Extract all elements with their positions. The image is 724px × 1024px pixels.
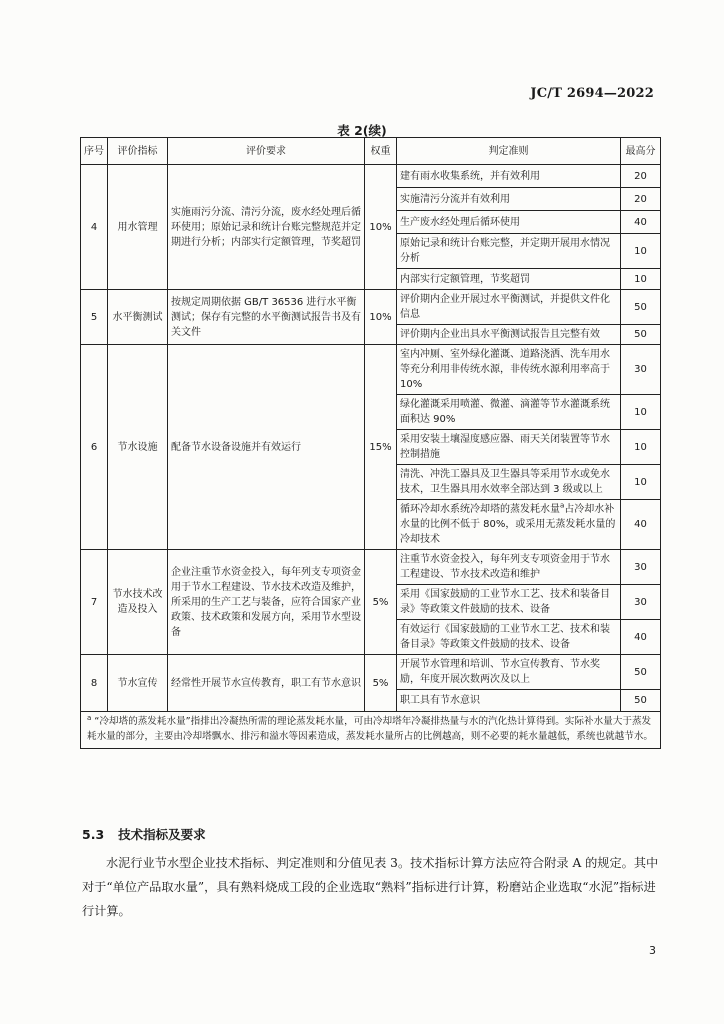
indicator-cell: 用水管理	[108, 165, 168, 290]
score-cell: 30	[621, 585, 661, 620]
table-row	[81, 655, 661, 690]
table-header-row	[81, 138, 661, 165]
footnote-marker: a	[87, 713, 92, 722]
score-cell: 10	[621, 234, 661, 269]
criterion-cell: 生产废水经处理后循环使用	[397, 211, 621, 234]
column-header: 权重	[365, 138, 397, 165]
weight-cell: 5%	[365, 655, 397, 712]
row-number: 8	[81, 655, 108, 712]
criterion-cell	[397, 500, 621, 550]
criterion-cell: 评价期内企业开展过水平衡测试，并提供文件化信息	[397, 290, 621, 325]
criterion-cell: 采用《国家鼓励的工业节水工艺、技术和装备目录》等政策文件鼓励的技术、设备	[397, 585, 621, 620]
requirement-cell: 实施雨污分流、清污分流，废水经处理后循环使用；原始记录和统计台账完整规范并定期进行分析；内部实行定额管理，节奖超罚	[168, 165, 365, 290]
criterion-cell: 内部实行定额管理，节奖超罚	[397, 269, 621, 290]
weight-cell: 15%	[365, 345, 397, 550]
requirement-cell: 企业注重节水资金投入，每年列支专项资金用于节水工程建设、节水技术改造及维护，所采用的生产工艺与装备，应符合国家产业政策、技术政策和发展方向，采用节水型设备	[168, 550, 365, 655]
score-cell: 40	[621, 620, 661, 655]
column-header: 评价指标	[108, 138, 168, 165]
table-row	[81, 290, 661, 325]
footnote-text: “冷却塔的蒸发耗水量”指排出冷凝热所需的理论蒸发耗水量，可由冷却塔年冷凝排热量与水的汽化热计算得到。实际补水量大于蒸发耗水量的部分，主要由冷却塔飘水、排污和溢水等因素造成，蒸发耗水量所占的比例越高，则不必要的耗水量越低，系统也就越节水。	[87, 716, 654, 742]
score-cell: 40	[621, 500, 661, 550]
criterion-cell: 实施清污分流并有效利用	[397, 188, 621, 211]
requirement-cell: 配备节水设备设施并有效运行	[168, 345, 365, 550]
score-cell: 20	[621, 188, 661, 211]
score-cell: 10	[621, 430, 661, 465]
table-row	[81, 345, 661, 395]
weight-cell: 10%	[365, 165, 397, 290]
score-cell: 50	[621, 690, 661, 712]
section-number: 5.3	[82, 827, 105, 842]
score-cell: 50	[621, 655, 661, 690]
table-row	[81, 550, 661, 585]
indicator-cell: 节水技术改造及投入	[108, 550, 168, 655]
row-number: 4	[81, 165, 108, 290]
requirement-cell: 按规定周期依据 GB/T 36536 进行水平衡测试；保存有完整的水平衡测试报告书及有关文件	[168, 290, 365, 345]
score-cell: 10	[621, 269, 661, 290]
indicator-cell: 水平衡测试	[108, 290, 168, 345]
score-cell: 10	[621, 465, 661, 500]
footnote-marker: a	[560, 501, 565, 510]
criterion-cell: 室内冲厕、室外绿化灌溉、道路浇洒、洗车用水等充分利用非传统水源，非传统水源利用率高于10%	[397, 345, 621, 395]
evaluation-table-container	[80, 137, 660, 749]
row-number: 6	[81, 345, 108, 550]
score-cell: 40	[621, 211, 661, 234]
score-cell: 30	[621, 550, 661, 585]
criterion-cell: 注重节水资金投入，每年列支专项资金用于节水工程建设、节水技术改造和维护	[397, 550, 621, 585]
table-title: 表 2(续)	[337, 123, 387, 138]
footnote-row	[81, 712, 661, 749]
criterion-cell: 原始记录和统计台账完整，并定期开展用水情况分析	[397, 234, 621, 269]
criterion-cell: 采用安装土壤湿度感应器、雨天关闭装置等节水控制措施	[397, 430, 621, 465]
score-cell: 50	[621, 290, 661, 325]
score-cell: 50	[621, 325, 661, 345]
score-cell: 10	[621, 395, 661, 430]
evaluation-table	[80, 137, 661, 749]
score-cell: 30	[621, 345, 661, 395]
criterion-cell: 绿化灌溉采用喷灌、微灌、滴灌等节水灌溉系统面积达 90%	[397, 395, 621, 430]
score-cell: 20	[621, 165, 661, 188]
criterion-cell: 建有雨水收集系统，并有效利用	[397, 165, 621, 188]
table-footnote	[81, 712, 661, 749]
weight-cell: 10%	[365, 290, 397, 345]
table-row	[81, 165, 661, 188]
criterion-cell: 职工具有节水意识	[397, 690, 621, 712]
standard-code: JC/T 2694—2022	[530, 86, 654, 101]
requirement-cell: 经常性开展节水宣传教育，职工有节水意识	[168, 655, 365, 712]
section-heading	[82, 825, 220, 843]
column-header: 评价要求	[168, 138, 365, 165]
criterion-cell: 开展节水管理和培训、节水宣传教育、节水奖励，年度开展次数两次及以上	[397, 655, 621, 690]
criterion-text: 占冷却水补水量的比例不低于 80%，或采用无蒸发耗水量的冷却技术	[400, 504, 616, 545]
row-number: 7	[81, 550, 108, 655]
page-number: 3	[649, 944, 656, 957]
row-number: 5	[81, 290, 108, 345]
section-paragraph: 水泥行业节水型企业技术指标、判定准则和分值见表 3。技术指标计算方法应符合附录 A 的规定。其中对于“单位产品取水量”，具有熟料烧成工段的企业选取“熟料”指标进行计算，粉磨站企业选取“水泥”指标进行计算。	[82, 856, 659, 918]
criterion-cell: 评价期内企业出具水平衡测试报告且完整有效	[397, 325, 621, 345]
criterion-text: 循环冷却水系统冷却塔的蒸发耗水量	[400, 504, 560, 515]
column-header: 序号	[81, 138, 108, 165]
criterion-cell: 有效运行《国家鼓励的工业节水工艺、技术和装备目录》等政策文件鼓励的技术、设备	[397, 620, 621, 655]
criterion-cell: 清洗、冲洗工器具及卫生器具等采用节水或免水技术，卫生器具用水效率全部达到 3 级或以上	[397, 465, 621, 500]
section-title: 技术指标及要求	[118, 827, 206, 842]
column-header: 最高分	[621, 138, 661, 165]
indicator-cell: 节水设施	[108, 345, 168, 550]
weight-cell: 5%	[365, 550, 397, 655]
indicator-cell: 节水宣传	[108, 655, 168, 712]
column-header: 判定准则	[397, 138, 621, 165]
